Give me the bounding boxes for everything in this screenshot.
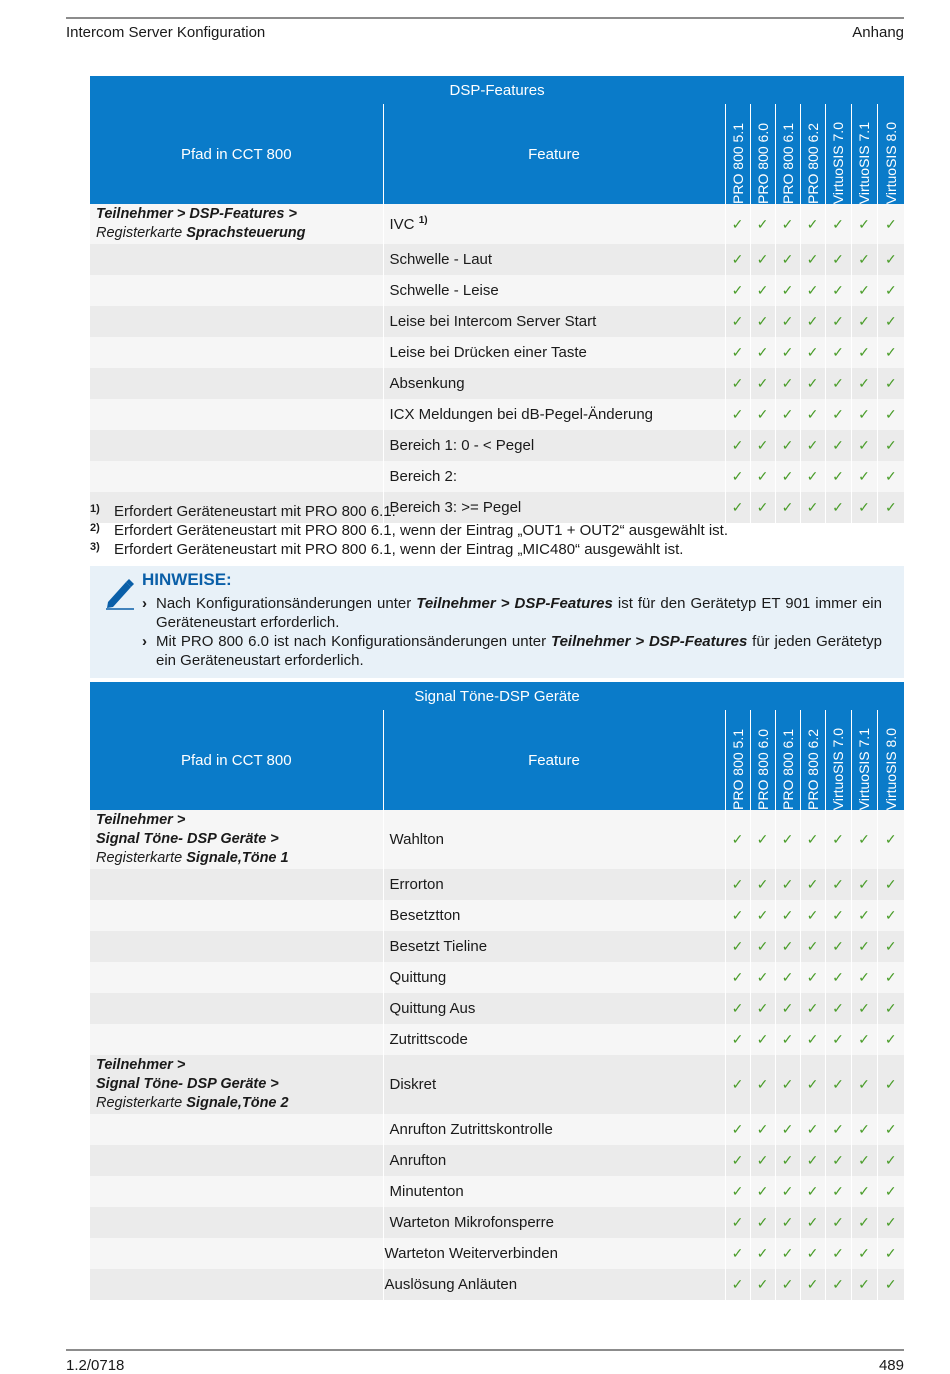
feature-cell: Quittung — [383, 962, 725, 993]
feature-cell: Warteton Mikrofonsperre — [383, 1207, 725, 1238]
footnote: 2) Erfordert Geräteneustart mit PRO 800 6.1, wenn der Eintrag „OUT1 + OUT2“ ausgewählt ist. — [90, 522, 729, 539]
pencil-icon — [104, 576, 136, 615]
table-row — [90, 306, 904, 337]
footnotes — [90, 502, 910, 559]
check-mark: ✓ — [800, 993, 825, 1024]
table-row — [90, 810, 904, 869]
check-mark: ✓ — [725, 1269, 750, 1300]
check-mark: ✓ — [725, 244, 750, 275]
check-mark: ✓ — [725, 1238, 750, 1269]
check-mark: ✓ — [800, 337, 825, 368]
table-row — [90, 430, 904, 461]
version-header: PRO 800 6.1 — [775, 710, 800, 810]
check-mark: ✓ — [877, 810, 904, 869]
col-path-header: Pfad in CCT 800 — [90, 104, 383, 204]
check-mark: ✓ — [877, 900, 904, 931]
version-header: PRO 800 6.2 — [800, 710, 825, 810]
check-mark: ✓ — [725, 1145, 750, 1176]
check-mark: ✓ — [800, 1055, 825, 1114]
check-mark: ✓ — [775, 399, 800, 430]
check-mark: ✓ — [775, 1269, 800, 1300]
table-row — [90, 399, 904, 430]
check-mark: ✓ — [877, 306, 904, 337]
table-row — [90, 931, 904, 962]
table-row — [90, 461, 904, 492]
footer-version: 1.2/0718 — [66, 1357, 125, 1374]
feature-cell: Bereich 1: 0 - < Pegel — [383, 430, 725, 461]
check-mark: ✓ — [750, 430, 775, 461]
feature-cell: Bereich 3: >= Pegel — [383, 492, 725, 523]
check-mark: ✓ — [800, 900, 825, 931]
feature-cell: Schwelle - Laut — [383, 244, 725, 275]
feature-cell: Bereich 2: — [383, 461, 725, 492]
check-mark: ✓ — [851, 399, 877, 430]
path-cell — [90, 1114, 383, 1145]
path-cell — [90, 430, 383, 461]
feature-cell: Warteton Weiterverbinden — [383, 1238, 725, 1269]
path-cell — [90, 962, 383, 993]
check-mark: ✓ — [750, 1114, 775, 1145]
check-mark: ✓ — [851, 1114, 877, 1145]
check-mark: ✓ — [851, 962, 877, 993]
check-mark: ✓ — [725, 1207, 750, 1238]
check-mark: ✓ — [825, 810, 851, 869]
dsp-features-table — [90, 76, 904, 523]
check-mark: ✓ — [877, 275, 904, 306]
check-mark: ✓ — [851, 430, 877, 461]
feature-cell: Leise bei Drücken einer Taste — [383, 337, 725, 368]
check-mark: ✓ — [851, 368, 877, 399]
check-mark: ✓ — [877, 492, 904, 523]
check-mark: ✓ — [750, 993, 775, 1024]
header-section: Anhang — [852, 24, 904, 41]
check-mark: ✓ — [775, 368, 800, 399]
table-row — [90, 1024, 904, 1055]
check-mark: ✓ — [725, 1114, 750, 1145]
check-mark: ✓ — [851, 492, 877, 523]
col-feature-header: Feature — [383, 104, 725, 204]
check-mark: ✓ — [775, 275, 800, 306]
check-mark: ✓ — [851, 1024, 877, 1055]
path-cell — [90, 306, 383, 337]
check-mark: ✓ — [825, 368, 851, 399]
check-mark: ✓ — [851, 1055, 877, 1114]
check-mark: ✓ — [851, 275, 877, 306]
check-mark: ✓ — [825, 993, 851, 1024]
check-mark: ✓ — [877, 244, 904, 275]
feature-cell: Minutenton — [383, 1176, 725, 1207]
check-mark: ✓ — [877, 1207, 904, 1238]
check-mark: ✓ — [750, 275, 775, 306]
version-header: VirtuoSIS 8.0 — [877, 710, 904, 810]
col-path-header: Pfad in CCT 800 — [90, 710, 383, 810]
check-mark: ✓ — [877, 931, 904, 962]
check-mark: ✓ — [750, 1024, 775, 1055]
header-title: Intercom Server Konfiguration — [66, 24, 266, 41]
table-title: DSP-Features — [90, 76, 904, 104]
table-row — [90, 1145, 904, 1176]
feature-cell: Besetztton — [383, 900, 725, 931]
table-row — [90, 1114, 904, 1145]
check-mark: ✓ — [877, 399, 904, 430]
check-mark: ✓ — [851, 306, 877, 337]
check-mark: ✓ — [825, 1024, 851, 1055]
path-cell — [90, 931, 383, 962]
check-mark: ✓ — [851, 810, 877, 869]
check-mark: ✓ — [877, 204, 904, 244]
path-cell — [90, 368, 383, 399]
path-cell: Teilnehmer > Signal Töne- DSP Geräte > Registerkarte Signale,Töne 1 — [90, 810, 383, 869]
table-row — [90, 1238, 904, 1269]
version-header: PRO 800 6.2 — [800, 104, 825, 204]
check-mark: ✓ — [825, 244, 851, 275]
footer-rule — [66, 1349, 904, 1351]
footnote: 1) Erfordert Geräteneustart mit PRO 800 6.1. — [90, 503, 396, 520]
check-mark: ✓ — [725, 869, 750, 900]
table-row — [90, 368, 904, 399]
feature-cell: Zutrittscode — [383, 1024, 725, 1055]
check-mark: ✓ — [877, 1238, 904, 1269]
check-mark: ✓ — [851, 1269, 877, 1300]
table-row — [90, 962, 904, 993]
version-header: PRO 800 6.0 — [750, 104, 775, 204]
page-number: 489 — [878, 1357, 904, 1374]
check-mark: ✓ — [800, 1024, 825, 1055]
check-mark: ✓ — [825, 1114, 851, 1145]
check-mark: ✓ — [800, 306, 825, 337]
version-header: VirtuoSIS 7.1 — [851, 710, 877, 810]
check-mark: ✓ — [725, 399, 750, 430]
check-mark: ✓ — [750, 337, 775, 368]
path-cell — [90, 337, 383, 368]
check-mark: ✓ — [825, 492, 851, 523]
check-mark: ✓ — [877, 1114, 904, 1145]
path-cell — [90, 1207, 383, 1238]
check-mark: ✓ — [725, 1024, 750, 1055]
check-mark: ✓ — [725, 492, 750, 523]
check-mark: ✓ — [877, 337, 904, 368]
feature-cell: Auslösung Anläuten — [383, 1269, 725, 1300]
check-mark: ✓ — [851, 1176, 877, 1207]
check-mark: ✓ — [750, 306, 775, 337]
check-mark: ✓ — [825, 337, 851, 368]
check-mark: ✓ — [800, 1269, 825, 1300]
check-mark: ✓ — [775, 430, 800, 461]
check-mark: ✓ — [877, 869, 904, 900]
check-mark: ✓ — [750, 900, 775, 931]
feature-cell: Errorton — [383, 869, 725, 900]
check-mark: ✓ — [725, 931, 750, 962]
version-header: VirtuoSIS 7.0 — [825, 104, 851, 204]
version-header: PRO 800 6.0 — [750, 710, 775, 810]
path-cell — [90, 399, 383, 430]
check-mark: ✓ — [800, 1145, 825, 1176]
table-row — [90, 337, 904, 368]
check-mark: ✓ — [725, 461, 750, 492]
check-mark: ✓ — [800, 1114, 825, 1145]
check-mark: ✓ — [775, 1145, 800, 1176]
check-mark: ✓ — [750, 869, 775, 900]
check-mark: ✓ — [877, 962, 904, 993]
check-mark: ✓ — [750, 1145, 775, 1176]
check-mark: ✓ — [825, 1145, 851, 1176]
signal-tones-table — [90, 682, 904, 1300]
check-mark: ✓ — [825, 461, 851, 492]
check-mark: ✓ — [825, 1238, 851, 1269]
check-mark: ✓ — [725, 900, 750, 931]
check-mark: ✓ — [725, 1176, 750, 1207]
path-cell — [90, 1238, 383, 1269]
path-cell — [90, 461, 383, 492]
check-mark: ✓ — [825, 1207, 851, 1238]
check-mark: ✓ — [851, 1207, 877, 1238]
check-mark: ✓ — [750, 1055, 775, 1114]
check-mark: ✓ — [825, 900, 851, 931]
table-row — [90, 1176, 904, 1207]
table-row — [90, 900, 904, 931]
check-mark: ✓ — [750, 399, 775, 430]
check-mark: ✓ — [800, 368, 825, 399]
check-mark: ✓ — [877, 1055, 904, 1114]
path-cell — [90, 275, 383, 306]
check-mark: ✓ — [775, 993, 800, 1024]
feature-cell: Quittung Aus — [383, 993, 725, 1024]
path-cell — [90, 1145, 383, 1176]
check-mark: ✓ — [775, 461, 800, 492]
check-mark: ✓ — [750, 1176, 775, 1207]
footnote: 3) Erfordert Geräteneustart mit PRO 800 6.1, wenn der Eintrag „MIC480“ ausgewählt ist. — [90, 541, 684, 558]
check-mark: ✓ — [800, 244, 825, 275]
check-mark: ✓ — [775, 1024, 800, 1055]
check-mark: ✓ — [750, 1207, 775, 1238]
check-mark: ✓ — [800, 931, 825, 962]
check-mark: ✓ — [800, 275, 825, 306]
path-cell — [90, 993, 383, 1024]
check-mark: ✓ — [877, 461, 904, 492]
path-cell — [90, 869, 383, 900]
check-mark: ✓ — [725, 962, 750, 993]
check-mark: ✓ — [750, 368, 775, 399]
check-mark: ✓ — [725, 993, 750, 1024]
path-cell — [90, 1269, 383, 1300]
path-cell — [90, 1176, 383, 1207]
check-mark: ✓ — [851, 1238, 877, 1269]
version-header: VirtuoSIS 7.0 — [825, 710, 851, 810]
check-mark: ✓ — [775, 306, 800, 337]
check-mark: ✓ — [800, 1207, 825, 1238]
table-row — [90, 1269, 904, 1300]
check-mark: ✓ — [725, 430, 750, 461]
check-mark: ✓ — [825, 962, 851, 993]
check-mark: ✓ — [851, 931, 877, 962]
check-mark: ✓ — [825, 1055, 851, 1114]
check-mark: ✓ — [877, 993, 904, 1024]
check-mark: ✓ — [877, 1145, 904, 1176]
feature-cell: Leise bei Intercom Server Start — [383, 306, 725, 337]
check-mark: ✓ — [825, 1176, 851, 1207]
check-mark: ✓ — [775, 1238, 800, 1269]
check-mark: ✓ — [725, 337, 750, 368]
table-row — [90, 1207, 904, 1238]
chevron-right-icon: › — [142, 633, 147, 650]
check-mark: ✓ — [825, 1269, 851, 1300]
col-feature-header: Feature — [383, 710, 725, 810]
check-mark: ✓ — [800, 399, 825, 430]
check-mark: ✓ — [725, 204, 750, 244]
check-mark: ✓ — [750, 492, 775, 523]
path-cell: Teilnehmer > DSP-Features > Registerkarte Sprachsteuerung — [90, 204, 383, 244]
check-mark: ✓ — [775, 244, 800, 275]
path-cell — [90, 1024, 383, 1055]
check-mark: ✓ — [775, 1207, 800, 1238]
check-mark: ✓ — [750, 1238, 775, 1269]
check-mark: ✓ — [750, 931, 775, 962]
version-header: VirtuoSIS 8.0 — [877, 104, 904, 204]
check-mark: ✓ — [825, 869, 851, 900]
check-mark: ✓ — [877, 368, 904, 399]
feature-cell: Wahlton — [383, 810, 725, 869]
check-mark: ✓ — [851, 900, 877, 931]
check-mark: ✓ — [851, 337, 877, 368]
check-mark: ✓ — [877, 1269, 904, 1300]
check-mark: ✓ — [800, 204, 825, 244]
hint-item: › Nach Konfigurationsänderungen unter Teilnehmer > DSP-Features ist für den Gerätetyp ET 901 immer ein Geräteneustart erforderlich. — [142, 595, 882, 631]
check-mark: ✓ — [775, 1176, 800, 1207]
path-cell — [90, 244, 383, 275]
version-header: PRO 800 5.1 — [725, 710, 750, 810]
check-mark: ✓ — [750, 204, 775, 244]
check-mark: ✓ — [725, 810, 750, 869]
check-mark: ✓ — [851, 461, 877, 492]
check-mark: ✓ — [800, 492, 825, 523]
check-mark: ✓ — [825, 275, 851, 306]
feature-cell: Diskret — [383, 1055, 725, 1114]
check-mark: ✓ — [775, 810, 800, 869]
check-mark: ✓ — [750, 962, 775, 993]
check-mark: ✓ — [775, 931, 800, 962]
table-row — [90, 869, 904, 900]
check-mark: ✓ — [775, 962, 800, 993]
check-mark: ✓ — [775, 869, 800, 900]
check-mark: ✓ — [750, 810, 775, 869]
check-mark: ✓ — [800, 1176, 825, 1207]
check-mark: ✓ — [800, 869, 825, 900]
hint-box — [90, 566, 904, 678]
check-mark: ✓ — [877, 1176, 904, 1207]
version-header: PRO 800 6.1 — [775, 104, 800, 204]
table-row — [90, 1055, 904, 1114]
check-mark: ✓ — [800, 810, 825, 869]
check-mark: ✓ — [877, 430, 904, 461]
check-mark: ✓ — [825, 430, 851, 461]
hint-item: › Mit PRO 800 6.0 ist nach Konfigurationsänderungen unter Teilnehmer > DSP-Features für jeden Gerätetyp ein Geräteneustart erforderlich. — [142, 633, 882, 669]
check-mark: ✓ — [775, 1055, 800, 1114]
check-mark: ✓ — [800, 962, 825, 993]
check-mark: ✓ — [825, 306, 851, 337]
check-mark: ✓ — [775, 1114, 800, 1145]
check-mark: ✓ — [825, 399, 851, 430]
feature-cell: ICX Meldungen bei dB-Pegel-Änderung — [383, 399, 725, 430]
check-mark: ✓ — [775, 204, 800, 244]
check-mark: ✓ — [750, 1269, 775, 1300]
check-mark: ✓ — [825, 931, 851, 962]
feature-cell: Absenkung — [383, 368, 725, 399]
check-mark: ✓ — [775, 900, 800, 931]
check-mark: ✓ — [825, 204, 851, 244]
check-mark: ✓ — [725, 306, 750, 337]
feature-cell: Besetzt Tieline — [383, 931, 725, 962]
check-mark: ✓ — [750, 461, 775, 492]
check-mark: ✓ — [851, 204, 877, 244]
check-mark: ✓ — [725, 275, 750, 306]
check-mark: ✓ — [725, 1055, 750, 1114]
table-title: Signal Töne-DSP Geräte — [90, 682, 904, 710]
check-mark: ✓ — [800, 1238, 825, 1269]
feature-cell: Anrufton Zutrittskontrolle — [383, 1114, 725, 1145]
check-mark: ✓ — [775, 492, 800, 523]
version-header: VirtuoSIS 7.1 — [851, 104, 877, 204]
table-row — [90, 275, 904, 306]
version-header: PRO 800 5.1 — [725, 104, 750, 204]
feature-cell: IVC $^{1)}$ — [383, 204, 725, 244]
check-mark: ✓ — [851, 869, 877, 900]
path-cell — [90, 900, 383, 931]
check-mark: ✓ — [800, 430, 825, 461]
chevron-right-icon: › — [142, 595, 147, 612]
check-mark: ✓ — [851, 244, 877, 275]
path-cell: Teilnehmer > Signal Töne- DSP Geräte > Registerkarte Signale,Töne 2 — [90, 1055, 383, 1114]
check-mark: ✓ — [800, 461, 825, 492]
check-mark: ✓ — [877, 1024, 904, 1055]
table-row — [90, 244, 904, 275]
feature-cell: Schwelle - Leise — [383, 275, 725, 306]
hint-title: HINWEISE: — [142, 570, 232, 589]
header-rule — [66, 17, 904, 19]
check-mark: ✓ — [775, 337, 800, 368]
table-row — [90, 993, 904, 1024]
check-mark: ✓ — [851, 993, 877, 1024]
feature-cell: Anrufton — [383, 1145, 725, 1176]
check-mark: ✓ — [750, 244, 775, 275]
check-mark: ✓ — [725, 368, 750, 399]
check-mark: ✓ — [851, 1145, 877, 1176]
